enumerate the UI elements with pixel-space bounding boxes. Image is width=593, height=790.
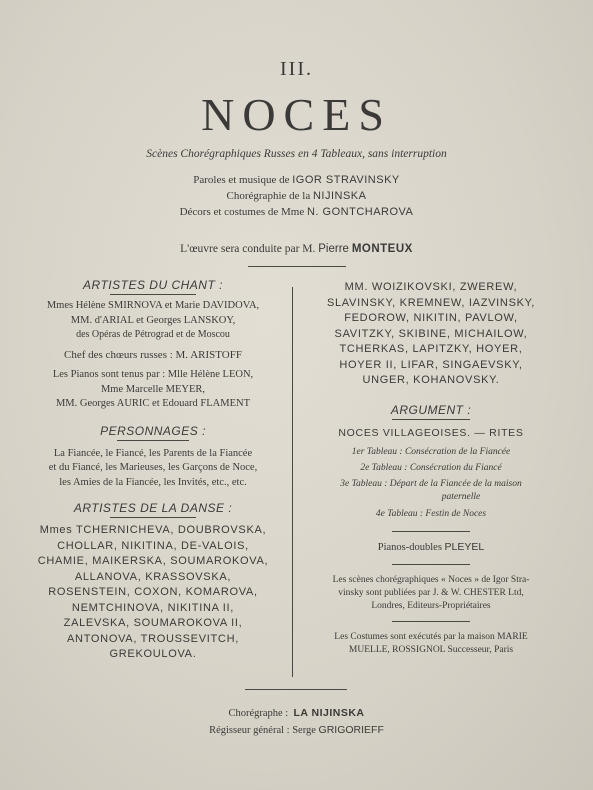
dancer-line: FEDOROW, NIKITIN, PAVLOW, <box>344 312 518 324</box>
tableau-line: 4e Tableau : Festin de Noces <box>375 509 487 519</box>
pianos-line: MM. Georges AURIC et Edouard FLAMENT <box>55 398 251 409</box>
dancer-line: ALLANOVA, KRASSOVSKA, <box>74 570 232 583</box>
danse-heading: ARTISTES DE LA DANSE : <box>73 501 233 515</box>
act-number: III. <box>280 58 313 80</box>
subtitle: Scènes Chorégraphiques Russes en 4 Tableaux, sans interruption <box>146 148 447 160</box>
divider-right-1 <box>392 531 470 532</box>
divider-top <box>248 266 346 267</box>
dancer-line: SLAVINSKY, KREMNEW, IAZVINSKY, <box>326 296 536 309</box>
dancer-line: Mmes TCHERNICHEVA, DOUBROVSKA, <box>39 524 267 536</box>
pianos-line: Mme Marcelle MEYER, <box>100 383 206 395</box>
credit-decor: Décors et costumes de Mme N. GONTCHAROVA <box>179 206 414 218</box>
credit-music: Paroles et musique de IGOR STRAVINSKY <box>193 174 400 186</box>
left-column <box>22 278 284 663</box>
publisher-line: vinsky sont publiées par J. & W. CHESTER Ltd, <box>338 587 524 598</box>
dancer-line: ZALEVSKA, SOUMAROKOVA II, <box>63 617 243 629</box>
footer-choreographe: Chorégraphe : LA NIJINSKA <box>228 707 365 719</box>
publisher-line: Les scènes chorégraphiques « Noces » de Igor Stra- <box>332 574 530 585</box>
chant-heading: ARTISTES DU CHANT : <box>83 278 223 292</box>
dancer-line: UNGER, KOHANOVSKY. <box>362 374 500 386</box>
personnages-underline <box>117 440 189 441</box>
dancer-line: MM. WOIZIKOVSKI, ZWEREW, <box>344 281 518 293</box>
personnages-heading: PERSONNAGES : <box>100 423 206 438</box>
conductor-line: L'œuvre sera conduite par M. Pierre MONTEUX <box>180 243 413 255</box>
dancer-line: GREKOULOVA. <box>109 648 197 660</box>
dancer-line: HOYER II, LIFAR, SINGAEVSKY, <box>339 358 523 371</box>
argument-title: NOCES VILLAGEOISES. — RITES <box>338 426 524 439</box>
chant-line: des Opéras de Pétrograd et de Moscou <box>76 329 230 340</box>
dancer-line: ANTONOVA, TROUSSEVITCH, <box>67 632 239 645</box>
pianos-doubles: Pianos-doubles PLEYEL <box>377 541 485 553</box>
costumes-line: MUELLE, ROSSIGNOL Successeur, Paris <box>348 644 514 655</box>
credit-choreography: Chorégraphie de la NIJINSKA <box>226 190 367 202</box>
footer-regisseur: Régisseur général : Serge GRIGORIEFF <box>209 724 384 736</box>
dancer-line: ROSENSTEIN, COXON, KOMAROVA, <box>48 586 258 598</box>
danse-underline <box>110 517 196 518</box>
divider-right-2 <box>392 564 470 565</box>
chant-underline <box>110 294 196 295</box>
page-title: NOCES <box>201 89 392 140</box>
divider-bottom <box>245 689 347 690</box>
divider-right-3 <box>392 621 470 622</box>
argument-underline <box>392 419 470 420</box>
tableau-line: 2e Tableau : Consécration du Fiancé <box>360 463 502 473</box>
dancer-line: CHOLLAR, NIKITINA, DE-VALOIS, <box>57 539 249 552</box>
chant-line: Mmes Hélène SMIRNOVA et Marie DAVIDOVA, <box>46 300 260 311</box>
chant-line: MM. d'ARIAL et Georges LANSKOY, <box>70 314 236 326</box>
personnages-line: et du Fiancé, les Marieuses, les Garçons de Noce, <box>48 462 258 473</box>
right-column <box>300 280 562 657</box>
dancer-line: TCHERKAS, LAPITZKY, HOYER, <box>339 343 523 355</box>
publisher-line: Londres, Editeurs-Propriétaires <box>371 600 491 611</box>
tableau-line: 3e Tableau : Départ de la Fiancée de la maison <box>340 479 522 489</box>
argument-heading: ARGUMENT : <box>390 402 472 417</box>
personnages-line: La Fiancée, le Fiancé, les Parents de la Fiancée <box>53 447 253 459</box>
pianos-line: Les Pianos sont tenus par : Mlle Hélène LEON, <box>52 369 254 380</box>
dancer-line: SAVITZKY, SKIBINE, MICHAILOW, <box>334 327 528 340</box>
dancer-line: NEMTCHINOVA, NIKITINA II, <box>71 601 235 614</box>
personnages-line: les Amies de la Fiancée, les Invités, etc., etc. <box>59 476 247 488</box>
choeurs-line: Chef des chœurs russes : M. ARISTOFF <box>64 348 242 361</box>
column-divider <box>292 287 293 677</box>
tableau-line: 1er Tableau : Consécration de la Fiancée <box>351 447 511 457</box>
tableau-line: paternelle <box>441 492 481 502</box>
costumes-line: Les Costumes sont exécutés par la maison MARIE <box>334 631 528 642</box>
dancer-line: CHAMIE, MAIKERSKA, SOUMAROKOVA, <box>37 555 269 567</box>
